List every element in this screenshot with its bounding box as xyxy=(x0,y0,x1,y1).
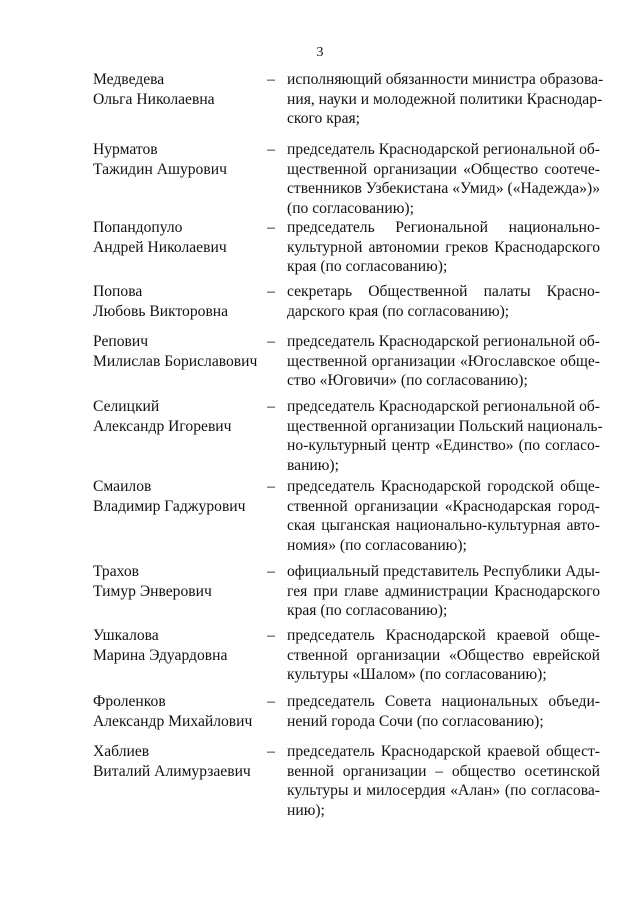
member-surname: Фроленков xyxy=(93,693,166,710)
position-line: председатель Краснодарской региональной об- xyxy=(287,141,600,158)
separator-dash: – xyxy=(267,141,275,158)
position-line: председатель Краснодарской городской обще- xyxy=(287,478,600,495)
member-surname: Попова xyxy=(93,283,143,300)
member-given-names: Любовь Викторовна xyxy=(93,302,229,320)
separator-dash: – xyxy=(267,398,275,415)
member-given-names: Владимир Гаджурович xyxy=(93,497,246,515)
position-line: председатель Краснодарской краевой общест- xyxy=(287,743,600,760)
separator-dash: – xyxy=(267,563,275,580)
position-line: ственников Узбекистана «Умид» («Надежда»)» xyxy=(287,180,600,197)
position-line: культуры и милосердия «Алан» (по согласова- xyxy=(287,782,600,799)
member-name xyxy=(93,397,263,436)
member-given-names: Марина Эдуардовна xyxy=(93,646,228,664)
member-position xyxy=(287,332,600,391)
member-position xyxy=(287,742,600,820)
position-line: ния, науки и молодежной политики Краснодар- xyxy=(287,90,603,108)
member-position xyxy=(287,477,600,555)
member-name xyxy=(93,692,263,731)
position-line: ская цыганская национально-культурная авто- xyxy=(287,517,600,534)
position-line: венной организации – общество осетинской xyxy=(287,762,600,780)
position-line: председатель Совета национальных объеди- xyxy=(287,693,600,710)
position-line: номия» (по согласованию); xyxy=(287,536,467,554)
member-name xyxy=(93,332,263,371)
member-position xyxy=(287,692,600,731)
member-position xyxy=(287,218,600,277)
position-line: гея при главе администрации Краснодарского xyxy=(287,582,600,600)
member-given-names: Милислав Бориславович xyxy=(93,352,258,370)
member-given-names: Андрей Николаевич xyxy=(93,238,227,256)
member-given-names: Тажидин Ашурович xyxy=(93,160,227,178)
member-surname: Репович xyxy=(93,333,149,350)
member-surname: Нурматов xyxy=(93,141,158,158)
position-line: нию); xyxy=(287,801,325,819)
position-line: секретарь Общественной палаты Красно- xyxy=(287,283,600,300)
position-line: председатель Региональной национально- xyxy=(287,219,600,236)
member-surname: Ушкалова xyxy=(93,627,159,644)
position-line: ство «Юговичи» (по согласованию); xyxy=(287,372,528,389)
position-line: щественной организации «Общество соотече- xyxy=(287,160,600,178)
separator-dash: – xyxy=(267,627,275,644)
position-line: исполняющий обязанности министра образова- xyxy=(287,71,604,88)
member-name xyxy=(93,218,263,257)
member-surname: Смаилов xyxy=(93,478,152,495)
page-number: 3 xyxy=(316,45,324,60)
position-line: ственной организации «Краснодарская город- xyxy=(287,497,600,515)
position-line: культуры «Шалом» (по согласованию); xyxy=(287,666,547,683)
separator-dash: – xyxy=(267,693,275,710)
position-line: но-культурный центр «Единство» (по согласо- xyxy=(287,437,600,454)
position-line: председатель Краснодарской региональной об- xyxy=(287,398,600,415)
position-line: ственной организации «Общество еврейской xyxy=(287,646,600,664)
member-position xyxy=(287,626,600,685)
member-name xyxy=(93,140,263,179)
member-name xyxy=(93,477,263,516)
member-surname: Попандопуло xyxy=(93,219,183,236)
position-line: дарского края (по согласованию); xyxy=(287,302,510,320)
member-surname: Хаблиев xyxy=(93,743,150,760)
member-position xyxy=(287,397,603,475)
member-given-names: Александр Игоревич xyxy=(93,417,232,435)
position-line: председатель Краснодарской региональной об- xyxy=(287,333,600,350)
position-line: края (по согласованию); xyxy=(287,258,448,275)
member-surname: Трахов xyxy=(93,563,140,580)
member-position xyxy=(287,70,604,129)
member-name xyxy=(93,282,263,321)
position-line: ванию); xyxy=(287,456,339,474)
member-position xyxy=(287,562,600,621)
position-line: официальный представитель Республики Ады- xyxy=(287,563,600,580)
position-line: края (по согласованию); xyxy=(287,602,448,619)
position-line: нений города Сочи (по согласованию); xyxy=(287,712,544,730)
separator-dash: – xyxy=(267,743,275,760)
member-position xyxy=(287,282,600,321)
separator-dash: – xyxy=(267,71,275,88)
member-given-names: Александр Михайлович xyxy=(93,712,253,730)
separator-dash: – xyxy=(267,283,275,300)
position-line: председатель Краснодарской краевой обще- xyxy=(287,627,600,644)
member-given-names: Тимур Энверович xyxy=(93,582,212,600)
member-position xyxy=(287,140,600,218)
separator-dash: – xyxy=(267,333,275,350)
member-name xyxy=(93,626,263,665)
member-name xyxy=(93,70,263,109)
position-line: культурной автономии греков Краснодарского xyxy=(287,238,600,256)
separator-dash: – xyxy=(267,478,275,495)
member-given-names: Виталий Алимурзаевич xyxy=(93,762,251,780)
position-line: (по согласованию); xyxy=(287,199,414,217)
member-surname: Селицкий xyxy=(93,398,160,415)
position-line: ского края; xyxy=(287,110,361,127)
member-surname: Медведева xyxy=(93,71,165,88)
separator-dash: – xyxy=(267,219,275,236)
position-line: щественной организации «Югославское обще- xyxy=(287,352,600,370)
position-line: щественной организации Польский националь- xyxy=(287,417,603,435)
member-given-names: Ольга Николаевна xyxy=(93,90,215,108)
member-name xyxy=(93,562,263,601)
member-name xyxy=(93,742,263,781)
